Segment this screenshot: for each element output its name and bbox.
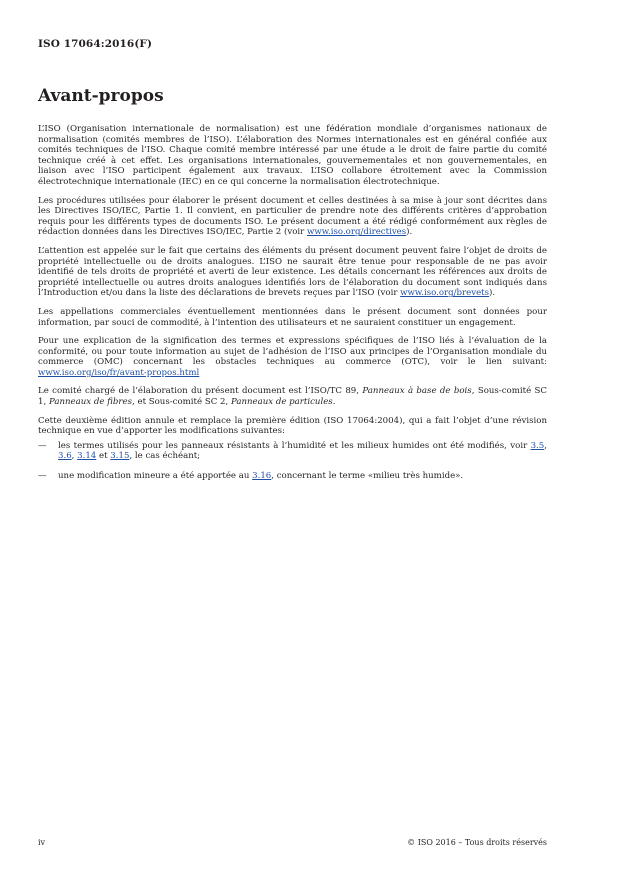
- paragraph-7: Cette deuxième édition annule et remplace la première édition (ISO 17064:2004), qui a fait l’objet d’une révision technique en vue d’apporter les modifications suivantes:: [38, 415, 547, 437]
- directives-link[interactable]: www.iso.org/directives: [306, 227, 407, 238]
- list-dash: —: [38, 440, 47, 451]
- document-id: ISO 17064:2016(F): [38, 38, 153, 50]
- list-item: — les termes utilisés pour les panneaux résistants à l’humidité et les milieux humides ont été modifiés, voir 3.5, 3.6, 3.14 et 3.15, le cas échéant;: [38, 440, 547, 462]
- paragraph-4: Les appellations commerciales éventuellement mentionnées dans le présent document sont données pour information, par souci de commodité, à l’intention des utilisateurs et ne sauraient constituer un engagement.: [38, 306, 547, 328]
- list-dash: —: [38, 471, 47, 482]
- paragraph-3: L’attention est appelée sur le fait que certains des éléments du présent document peuvent faire l’objet de droits de propriété intellectuelle ou de droits analogues. L’ISO ne saurait être tenue pour responsable de ne pas avoir identifié de tels droits de propriété et averti de leur existence. Les détails concernant les références aux droits de propriété intellectuelle ou autres droits analogues identifiés lors de l’élaboration du document sont indiqués dans l’Introduction et/ou dans la liste des déclarations de brevets reçues par l’ISO (voir www.iso.org/brevets).: [38, 245, 547, 299]
- foreword-body: [38, 124, 547, 491]
- paragraph-1: L’ISO (Organisation internationale de normalisation) est une fédération mondiale d’organismes nationaux de normalisation (comités membres de l’ISO). L’élaboration des Normes internationales est en général confiée aux comités techniques de l’ISO. Chaque comité membre intéressé par une étude a le droit de faire partie du comité technique créé à cet effet. Les organisations internationales, gouvernementales et non gouvernementales, en liaison avec l’ISO participent également aux travaux. L’ISO collabore étroitement avec la Commission électrotechnique internationale (IEC) en ce qui concerne la normalisation électrotechnique.: [38, 124, 547, 187]
- patents-link[interactable]: www.iso.org/brevets: [400, 288, 490, 299]
- ref-3-16-link[interactable]: 3.16: [252, 471, 272, 482]
- paragraph-6: Le comité chargé de l’élaboration du présent document est l’ISO/TC 89, Panneaux à base de bois, Sous-comité SC 1, Panneaux de fibres, et Sous-comité SC 2, Panneaux de particules.: [38, 386, 547, 408]
- ref-3-6-link[interactable]: 3.6: [58, 451, 72, 462]
- ref-3-15-link[interactable]: 3.15: [110, 451, 130, 462]
- page-number: iv: [38, 838, 46, 847]
- ref-3-5-link[interactable]: 3.5: [530, 440, 545, 451]
- ref-3-14-link[interactable]: 3.14: [77, 451, 97, 462]
- copyright-notice: © ISO 2016 – Tous droits réservés: [407, 838, 547, 847]
- page-title: Avant-propos: [38, 86, 164, 106]
- list-item: — une modification mineure a été apportée au 3.16, concernant le terme «milieu très humide».: [38, 471, 464, 482]
- foreword-link[interactable]: www.iso.org/iso/fr/avant-propos.html: [38, 367, 200, 378]
- paragraph-5: Pour une explication de la signification des termes et expressions spécifiques de l’ISO liés à l’évaluation de la conformité, ou pour toute information au sujet de l’adhésion de l’ISO aux principes de l’Organisation mondiale du commerce (OMC) concernant les obstacles techniques au commerce (OTC), voir le lien suivant: www.iso.org/iso/fr/avant-propos.html: [38, 336, 547, 378]
- paragraph-2: Les procédures utilisées pour élaborer le présent document et celles destinées à sa mise à jour sont décrites dans les Directives ISO/IEC, Partie 1. Il convient, en particulier de prendre note des différents critères d’approbation requis pour les différents types de documents ISO. Le présent document a été rédigé conformément aux règles de rédaction données dans les Directives ISO/IEC, Partie 2 (voir www.iso.org/directives).: [38, 195, 547, 238]
